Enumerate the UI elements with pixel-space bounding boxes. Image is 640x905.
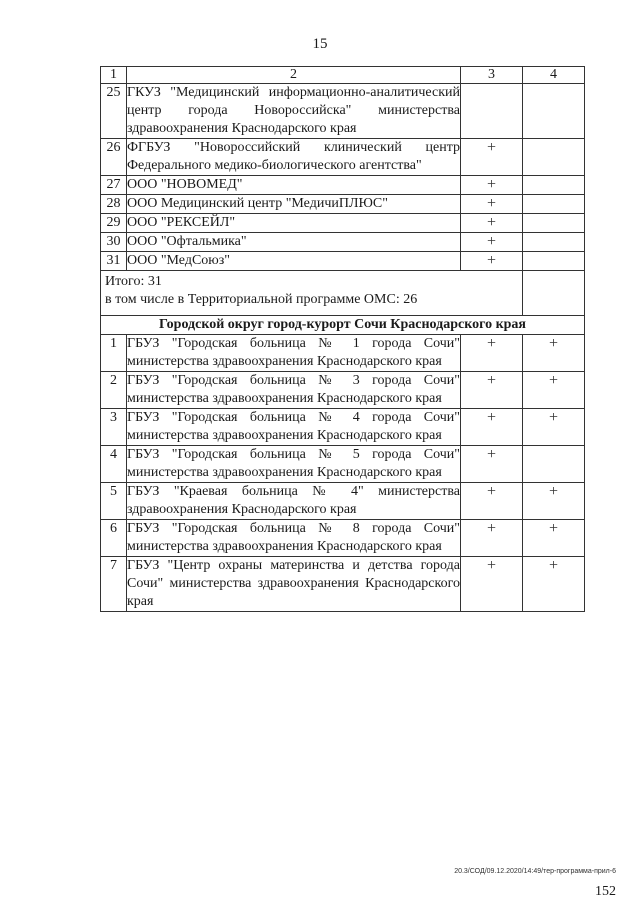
institution-name: ООО "РЕКСЕЙЛ" [127,214,461,233]
row-number: 27 [101,176,127,195]
row-number: 4 [101,446,127,483]
total-line-2: в том числе в Территориальной программе ОМС: 26 [105,292,418,307]
header-cell-2: 2 [127,67,461,84]
mark-col3: + [461,372,523,409]
row-number: 7 [101,557,127,612]
table-row [101,84,585,139]
mark-col4: + [523,557,585,612]
mark-col3: + [461,483,523,520]
row-number: 30 [101,233,127,252]
row-number: 5 [101,483,127,520]
row-number: 1 [101,335,127,372]
mark-col4 [523,139,585,176]
table-row [101,557,585,612]
institution-name: ГБУЗ "Городская больница № 3 города Сочи" министерства здравоохранения Краснодарского края [127,372,461,409]
institution-name: ГБУЗ "Городская больница № 5 города Сочи" министерства здравоохранения Краснодарского края [127,446,461,483]
row-number: 2 [101,372,127,409]
mark-col3: + [461,335,523,372]
total-cell [101,271,523,316]
institution-name: ООО "НОВОМЕД" [127,176,461,195]
mark-col4 [523,214,585,233]
institution-name: ФГБУЗ "Новороссийский клинический центр Федерального медико-биологического агентства" [127,139,461,176]
section-row [101,316,585,335]
institution-name: ГБУЗ "Городская больница № 1 города Сочи" министерства здравоохранения Краснодарского края [127,335,461,372]
mark-col4 [523,233,585,252]
mark-col3: + [461,233,523,252]
institution-name: ООО "МедСоюз" [127,252,461,271]
row-number: 6 [101,520,127,557]
mark-col4 [523,446,585,483]
total-line-1: Итого: 31 [105,274,162,289]
mark-col4: + [523,372,585,409]
row-number: 3 [101,409,127,446]
mark-col3: + [461,214,523,233]
mark-col3: + [461,409,523,446]
table-row [101,252,585,271]
mark-col3: + [461,557,523,612]
mark-col4: + [523,520,585,557]
page-number-bottom: 152 [595,884,616,899]
table-row [101,335,585,372]
table-body [101,67,585,612]
row-number: 26 [101,139,127,176]
table-row [101,139,585,176]
total-col4 [523,271,585,316]
mark-col3: + [461,520,523,557]
table-row [101,176,585,195]
table-row [101,483,585,520]
table-row [101,233,585,252]
institutions-table [100,66,585,612]
mark-col3: + [461,446,523,483]
row-number: 25 [101,84,127,139]
mark-col4: + [523,335,585,372]
institution-name: ООО Медицинский центр "МедичиПЛЮС" [127,195,461,214]
row-number: 31 [101,252,127,271]
total-row [101,271,585,316]
institution-name: ГБУЗ "Городская больница № 4 города Сочи" министерства здравоохранения Краснодарского края [127,409,461,446]
institution-name: ГБУЗ "Центр охраны материнства и детства города Сочи" министерства здравоохранения Краснодарского края [127,557,461,612]
mark-col3 [461,84,523,139]
mark-col4 [523,84,585,139]
mark-col4 [523,195,585,214]
page-number-top: 15 [312,36,328,52]
header-cell-4: 4 [523,67,585,84]
table-row [101,520,585,557]
mark-col3: + [461,139,523,176]
mark-col4: + [523,483,585,520]
mark-col3: + [461,195,523,214]
table-row [101,446,585,483]
mark-col4: + [523,409,585,446]
section-title: Городской округ город-курорт Сочи Краснодарского края [101,316,585,335]
header-cell-3: 3 [461,67,523,84]
institution-name: ГБУЗ "Городская больница № 8 города Сочи" министерства здравоохранения Краснодарского края [127,520,461,557]
institution-name: ГБУЗ "Краевая больница № 4" министерства здравоохранения Краснодарского края [127,483,461,520]
row-number: 28 [101,195,127,214]
mark-col3: + [461,176,523,195]
mark-col4 [523,252,585,271]
footer-code: 20.3/СОД/09.12.2020/14:49/тер-программа-прил-6 [454,868,616,875]
header-cell-1: 1 [101,67,127,84]
table-row [101,214,585,233]
table-row [101,372,585,409]
row-number: 29 [101,214,127,233]
header-row [101,67,585,84]
mark-col4 [523,176,585,195]
table-row [101,409,585,446]
table-row [101,195,585,214]
institution-name: ГКУЗ "Медицинский информационно-аналитический центр города Новороссийска" министерства здравоохранения Краснодарского края [127,84,461,139]
mark-col3: + [461,252,523,271]
institution-name: ООО "Офтальмика" [127,233,461,252]
